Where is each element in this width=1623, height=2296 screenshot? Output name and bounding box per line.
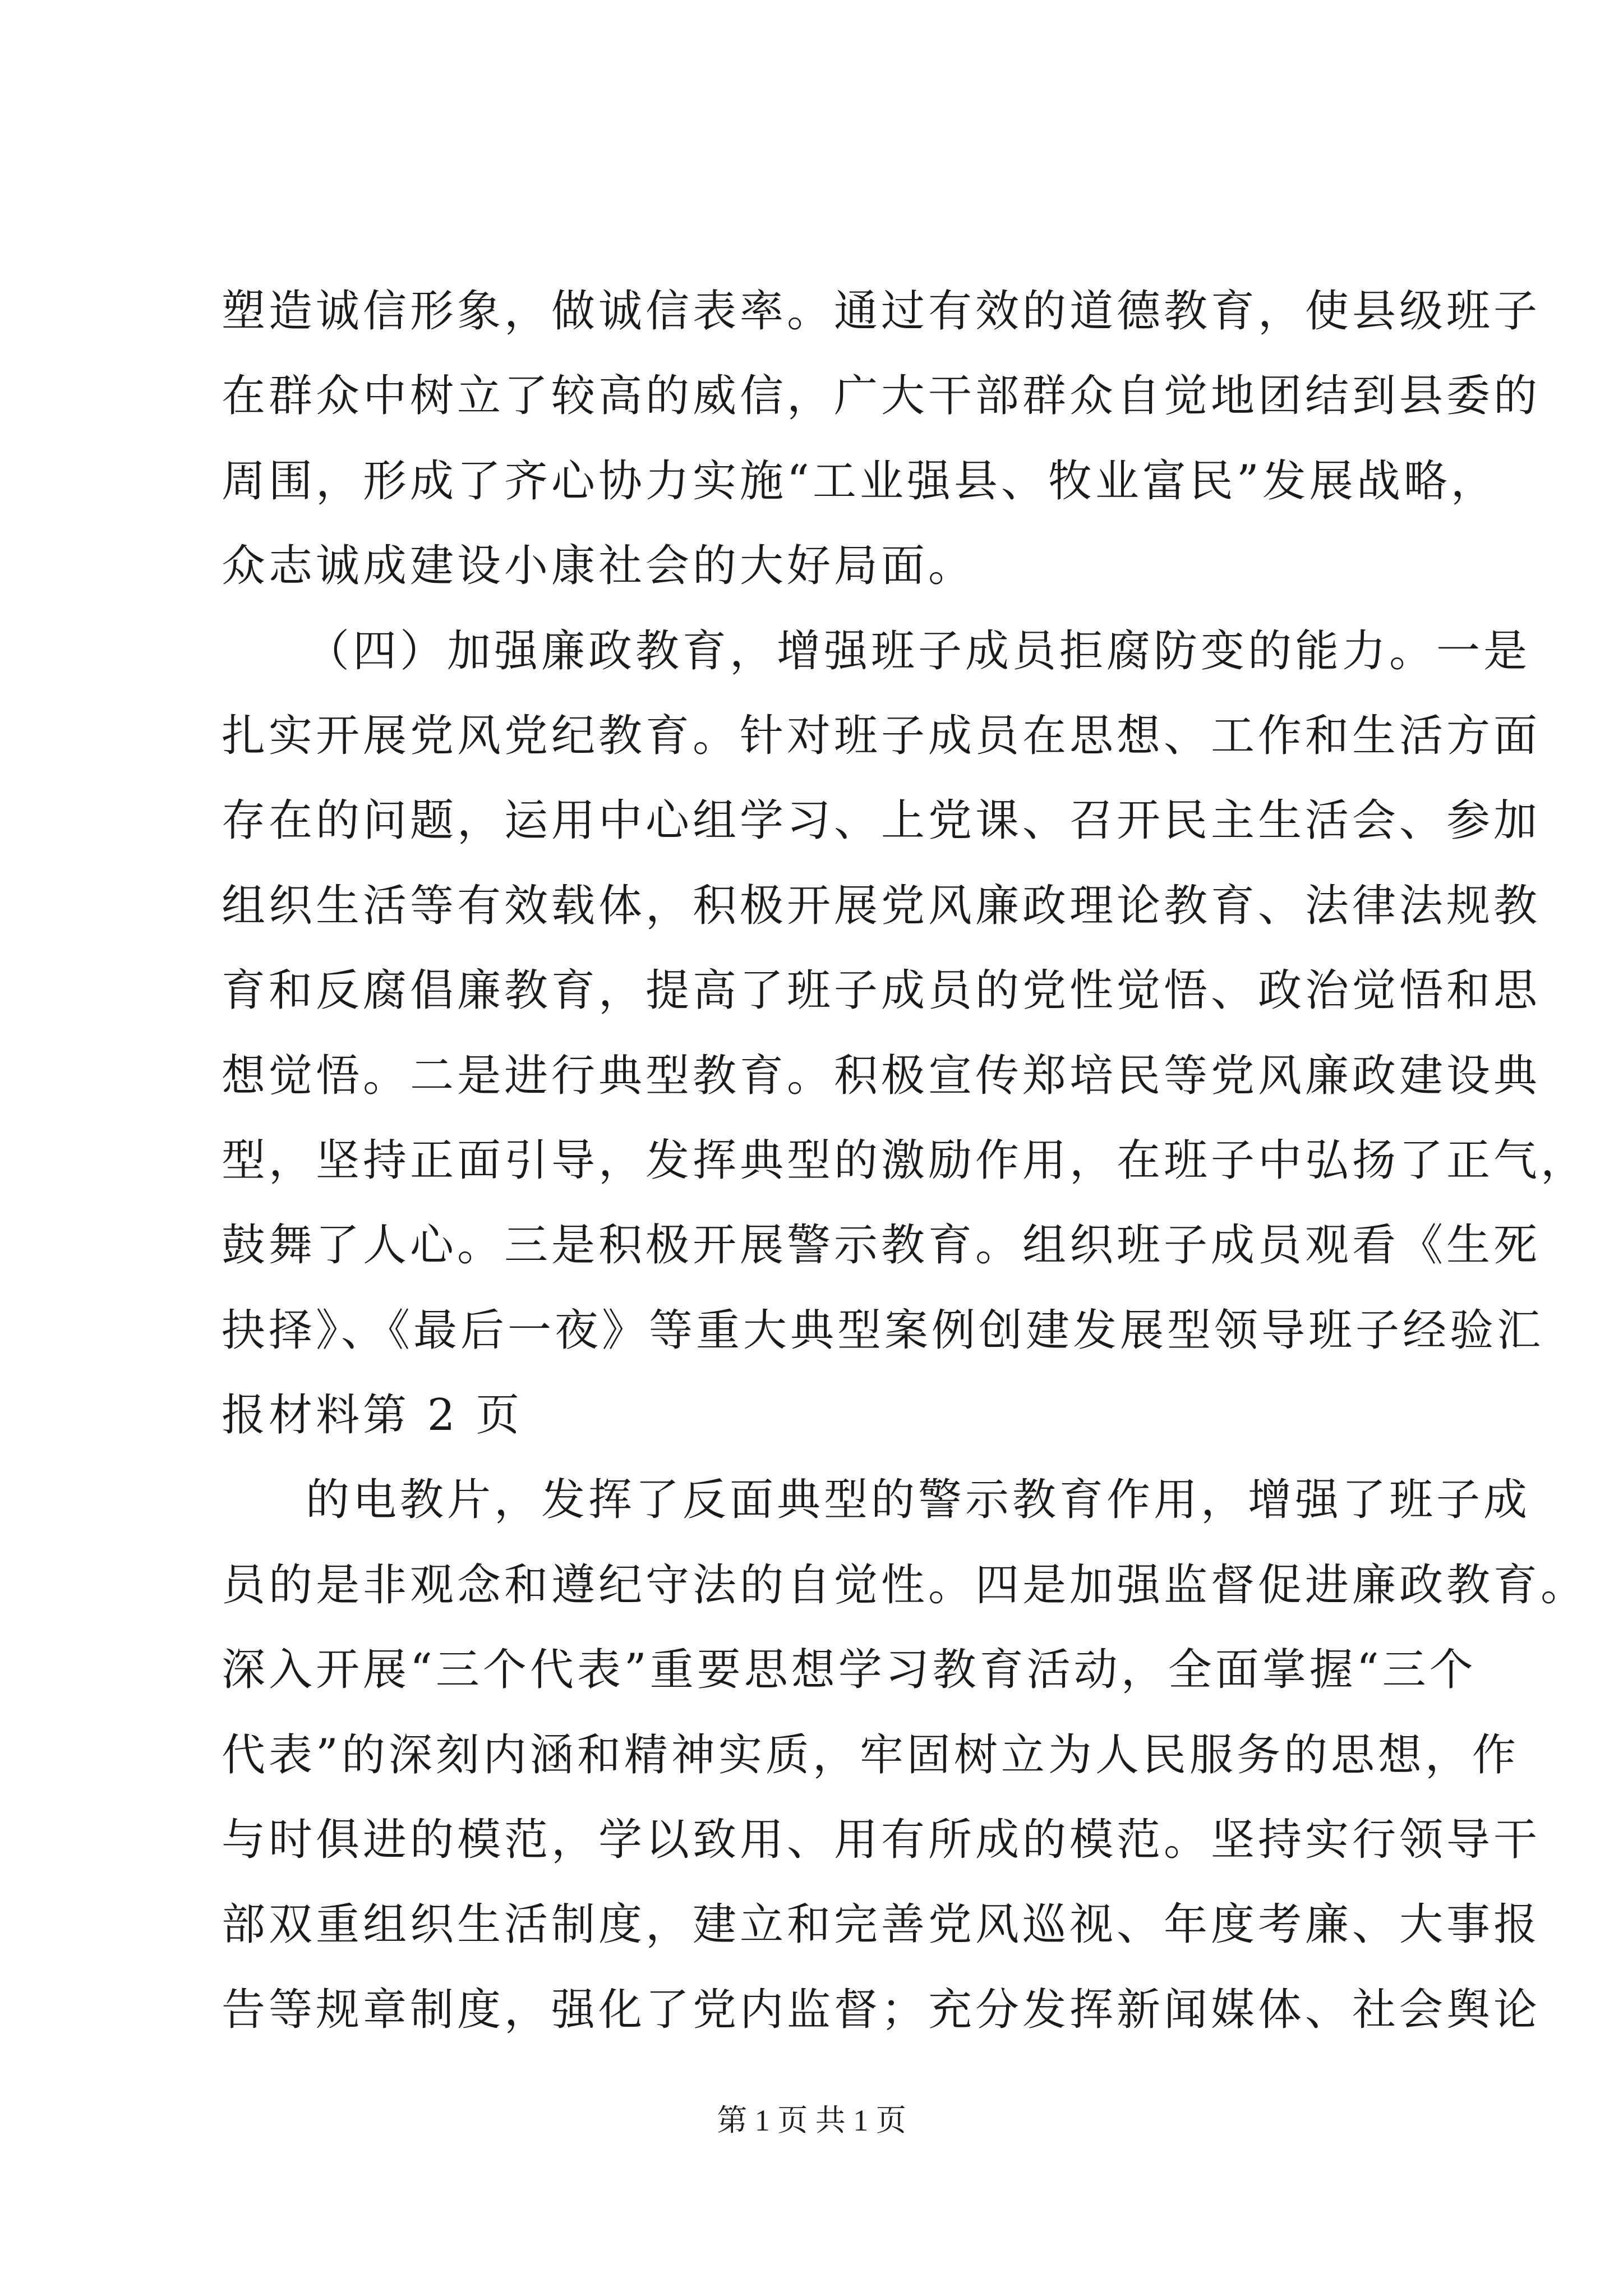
text-line: 深入开展“三个代表”重要思想学习教育活动，全面掌握“三个: [222, 1645, 1477, 1696]
text-line: 组织生活等有效载体，积极开展党风廉政理论教育、法律法规教: [222, 880, 1541, 931]
text-line: 众志诚成建设小康社会的大好局面。: [222, 541, 976, 592]
document-body: [222, 269, 1588, 2053]
paragraph-start-line: 的电教片，发挥了反面典型的警示教育作用，增强了班子成: [306, 1475, 1531, 1526]
paragraph-start-line: （四）加强廉政教育，增强班子成员拒腐防变的能力。一是: [306, 625, 1531, 677]
text-line: 报材料第 2 页: [222, 1390, 523, 1441]
text-line: 存在的问题，运用中心组学习、上党课、召开民主生活会、参加: [222, 795, 1541, 846]
text-line: 育和反腐倡廉教育，提高了班子成员的党性觉悟、政治觉悟和思: [222, 965, 1541, 1016]
text-line: 代表”的深刻内涵和精神实质，牢固树立为人民服务的思想，作: [222, 1729, 1519, 1780]
text-line: 在群众中树立了较高的威信，广大干部群众自觉地团结到县委的: [222, 371, 1541, 422]
text-line: 员的是非观念和遵纪守法的自觉性。四是加强监督促进廉政教育。: [222, 1559, 1588, 1611]
text-line: 抉择》、《最后一夜》等重大典型案例创建发展型领导班子经验汇: [222, 1305, 1544, 1356]
text-line: 告等规章制度，强化了党内监督；充分发挥新闻媒体、社会舆论: [222, 1984, 1541, 2035]
text-line: 塑造诚信形象，做诚信表率。通过有效的道德教育，使县级班子: [222, 286, 1541, 337]
text-line: 鼓舞了人心。三是积极开展警示教育。组织班子成员观看《生死: [222, 1220, 1541, 1271]
text-line: 与时俱进的模范，学以致用、用有所成的模范。坚持实行领导干: [222, 1815, 1541, 1866]
text-line: 想觉悟。二是进行典型教育。积极宣传郑培民等党风廉政建设典: [222, 1050, 1541, 1101]
text-line: 扎实开展党风党纪教育。针对班子成员在思想、工作和生活方面: [222, 710, 1541, 761]
text-line: 周围，形成了齐心协力实施“工业强县、牧业富民”发展战略，: [222, 455, 1498, 507]
page-number-footer: 第 1 页 共 1 页: [717, 2104, 906, 2137]
text-line: 部双重组织生活制度，建立和完善党风巡视、年度考廉、大事报: [222, 1899, 1541, 1950]
text-line: 型，坚持正面引导，发挥典型的激励作用，在班子中弘扬了正气，: [222, 1135, 1588, 1186]
